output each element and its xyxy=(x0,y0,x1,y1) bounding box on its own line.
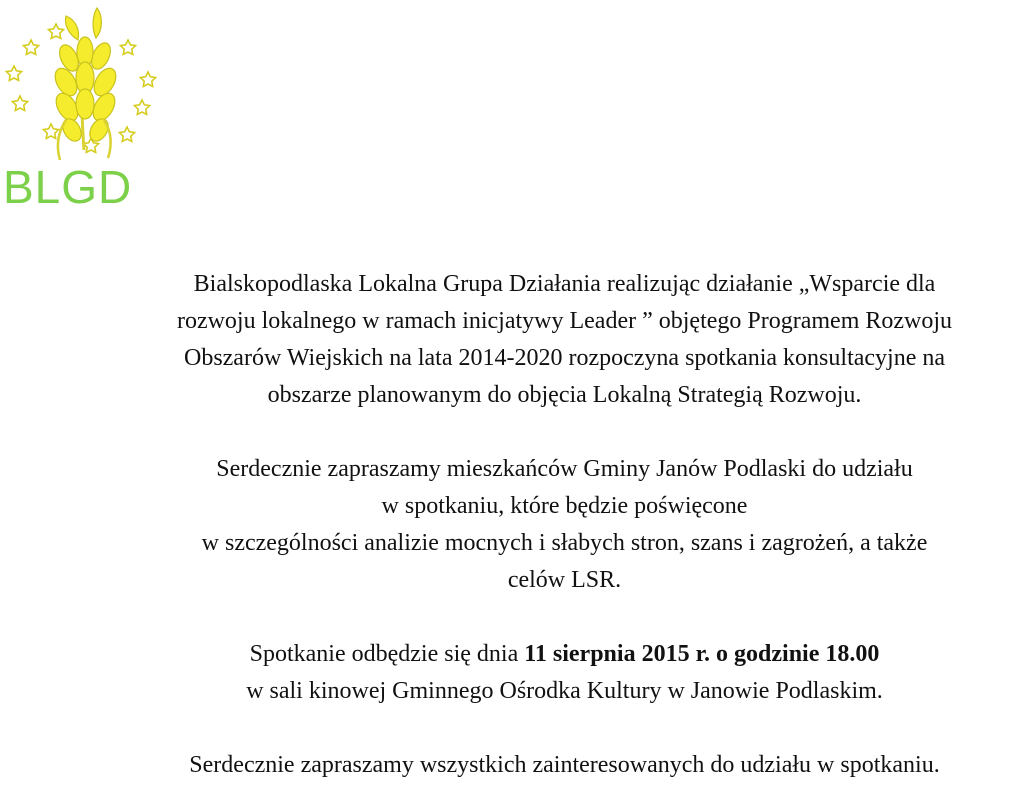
text-line: Serdecznie zapraszamy mieszkańców Gminy Janów Podlaski do udziału xyxy=(216,456,913,482)
text-line: Obszarów Wiejskich na lata 2014-2020 rozpoczyna spotkania konsultacyjne na xyxy=(183,345,946,371)
meeting-date-line xyxy=(100,636,1029,673)
wheat-with-stars-icon xyxy=(0,0,165,165)
text-line: w spotkaniu, które będzie poświęcone xyxy=(381,493,748,519)
text-line: obszarze planowanym do objęcia Lokalną Strategią Rozwoju. xyxy=(267,382,862,408)
paragraph-invitation xyxy=(100,451,1029,599)
closing-line: Serdecznie zapraszamy wszystkich zainteresowanych do udziału w spotkaniu. xyxy=(189,752,940,778)
text-line: Bialskopodlaska Lokalna Grupa Działania realizując działanie „Wsparcie dla xyxy=(193,271,936,297)
text-line: rozwoju lokalnego w ramach inicjatywy Leader ” objętego Programem Rozwoju xyxy=(176,308,953,334)
text-line: celów LSR. xyxy=(507,567,622,593)
paragraph-intro xyxy=(100,266,1029,414)
paragraph-meeting-details xyxy=(100,636,1029,710)
meeting-date-time: 11 sierpnia 2015 r. o godzinie 18.00 xyxy=(524,641,880,667)
blgd-logo xyxy=(0,0,165,215)
meeting-location-line: w sali kinowej Gminnego Ośrodka Kultury w Janowie Podlaskim. xyxy=(246,678,883,704)
text-line: w szczególności analizie mocnych i słabych stron, szans i zagrożeń, a także xyxy=(201,530,928,556)
paragraph-closing xyxy=(100,747,1029,784)
logo-text: BLGD xyxy=(3,161,133,213)
invitation-text xyxy=(100,266,1029,784)
meeting-date-prefix: Spotkanie odbędzie się dnia xyxy=(249,641,525,667)
